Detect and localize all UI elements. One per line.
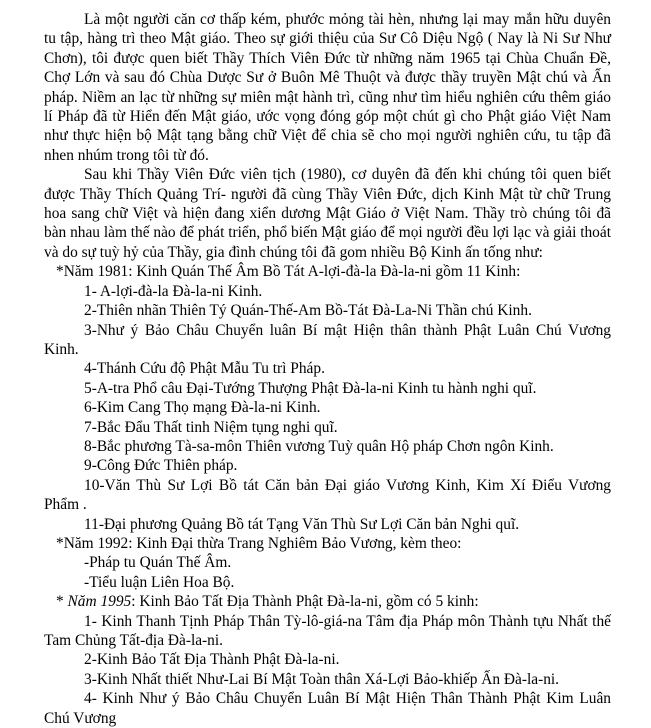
section-1992-heading: *Năm 1992: Kinh Đại thừa Trang Nghiêm Bảo Vương, kèm theo: (56, 534, 462, 552)
list-item: 3-Như ý Bảo Châu Chuyển luân Bí mật Hiện thân thành Phật Luân Chú Vương Kinh. (44, 321, 611, 358)
list-item: 8-Bắc phương Tà-sa-môn Thiên vương Tuỳ quân Hộ pháp Chơn ngôn Kinh. (84, 437, 554, 455)
intro-paragraph: Là một người căn cơ thấp kém, phước mỏng tài hèn, nhưng lại may mắn hữu duyên tu tập, hàng trì theo Mật giáo. Theo sự giới thiệu của Sư Cô Diệu Ngộ ( Nay là Ni Sư Như Chơn), tôi được quen biết Thầy Thích Viên Đức từ những năm 1965 tại Chùa Chuẩn Đề, Chợ Lớn và sau đó Chùa Dược Sư ở Buôn Mê Thuột và được thầy truyền Mật chú và Ấn pháp. Niềm an lạc từ những sự miên mật hành trì, cũng như tìm hiểu nghiên cứu thêm giáo lí Pháp đã từ Hiển đến Mật giáo, ước vọng đóng góp một chút gì cho Phật giáo Việt Nam như thực hiện bộ Mật tạng bằng chữ Việt để chia sẽ cho mọi người nghiên cứu, tu tập đã nhen nhúm trong tôi từ đó. (44, 11, 611, 164)
section-1995-heading (44, 592, 611, 611)
list-item: 2-Kinh Bảo Tất Địa Thành Phật Đà-la-ni. (84, 651, 340, 669)
heading-year: Năm 1995 (67, 593, 132, 611)
list-item: 10-Văn Thù Sư Lợi Bồ tát Căn bản Đại giáo Vương Kinh, Kim Xí Điểu Vương Phẩm . (44, 476, 611, 514)
list-item: 2-Thiên nhãn Thiên Tý Quán-Thế-Am Bồ-Tát Đà-La-Ni Thần chú Kinh. (84, 302, 532, 320)
list-item: 7-Bắc Đẩu Thất tinh Niệm tụng nghi quĩ. (84, 418, 338, 436)
heading-rest: : Kinh Bảo Tất Địa Thành Phật Đà-la-ni, gồm có 5 kinh: (131, 593, 479, 611)
list-item: 4- Kinh Như ý Bảo Châu Chuyển Luân Bí Mật Hiện Thân Thành Phật Kim Luân Chú Vương (44, 690, 611, 727)
list-item: -Pháp tu Quán Thế Âm. (84, 554, 232, 572)
list-item: 4-Thánh Cứu độ Phật Mẫu Tu trì Pháp. (84, 360, 325, 378)
list-item: -Tiểu luận Liên Hoa Bộ. (84, 573, 235, 591)
list-item: 6-Kim Cang Thọ mạng Đà-la-ni Kinh. (84, 399, 321, 417)
list-item: 11-Đại phương Quảng Bồ tát Tạng Văn Thù Sư Lợi Căn bản Nghi quĩ. (84, 515, 520, 533)
list-item: 3-Kinh Nhất thiết Như-Lai Bí Mật Toàn thân Xá-Lợi Bảo-khiếp Ấn Đà-la-ni. (84, 670, 560, 688)
list-item: 5-A-tra Phổ câu Đại-Tướng Thượng Phật Đà-la-ni Kinh tu hành nghi quĩ. (84, 379, 537, 397)
list-item: 1- Kinh Thanh Tịnh Pháp Thân Tỳ-lô-giá-na Tâm địa Pháp môn Thành tựu Nhất thế Tam Chủng Tất-địa Đà-la-ni. (44, 612, 611, 649)
section-1981-heading: *Năm 1981: Kinh Quán Thế Âm Bồ Tát A-lợi-đà-la Đà-la-ni gồm 11 Kinh: (56, 263, 521, 281)
list-item: 9-Công Đức Thiên pháp. (84, 457, 238, 475)
document-page (44, 10, 611, 728)
history-paragraph: Sau khi Thầy Viên Đức viên tịch (1980), cơ duyên đã đến khi chúng tôi quen biết được Thầy Thích Quảng Trí- người đã cùng Thầy Viên Đức, dịch Kinh Mật từ chữ Trung hoa sang chữ Việt và hiện đang xiển dương Mật Giáo ở Việt Nam. Thầy trò chúng tôi đã bàn nhau làm thế nào để phát triển, phổ biến Mật giáo để mọi người đều lợi lạc và giải thoát và do sự tuỳ hỷ của Thầy, gia đình chúng tôi đã gom nhiều Bộ Kinh ấn tống như: (44, 166, 611, 261)
list-item: 1- A-lợi-đà-la Đà-la-ni Kinh. (84, 282, 263, 300)
heading-star: * (56, 593, 68, 611)
